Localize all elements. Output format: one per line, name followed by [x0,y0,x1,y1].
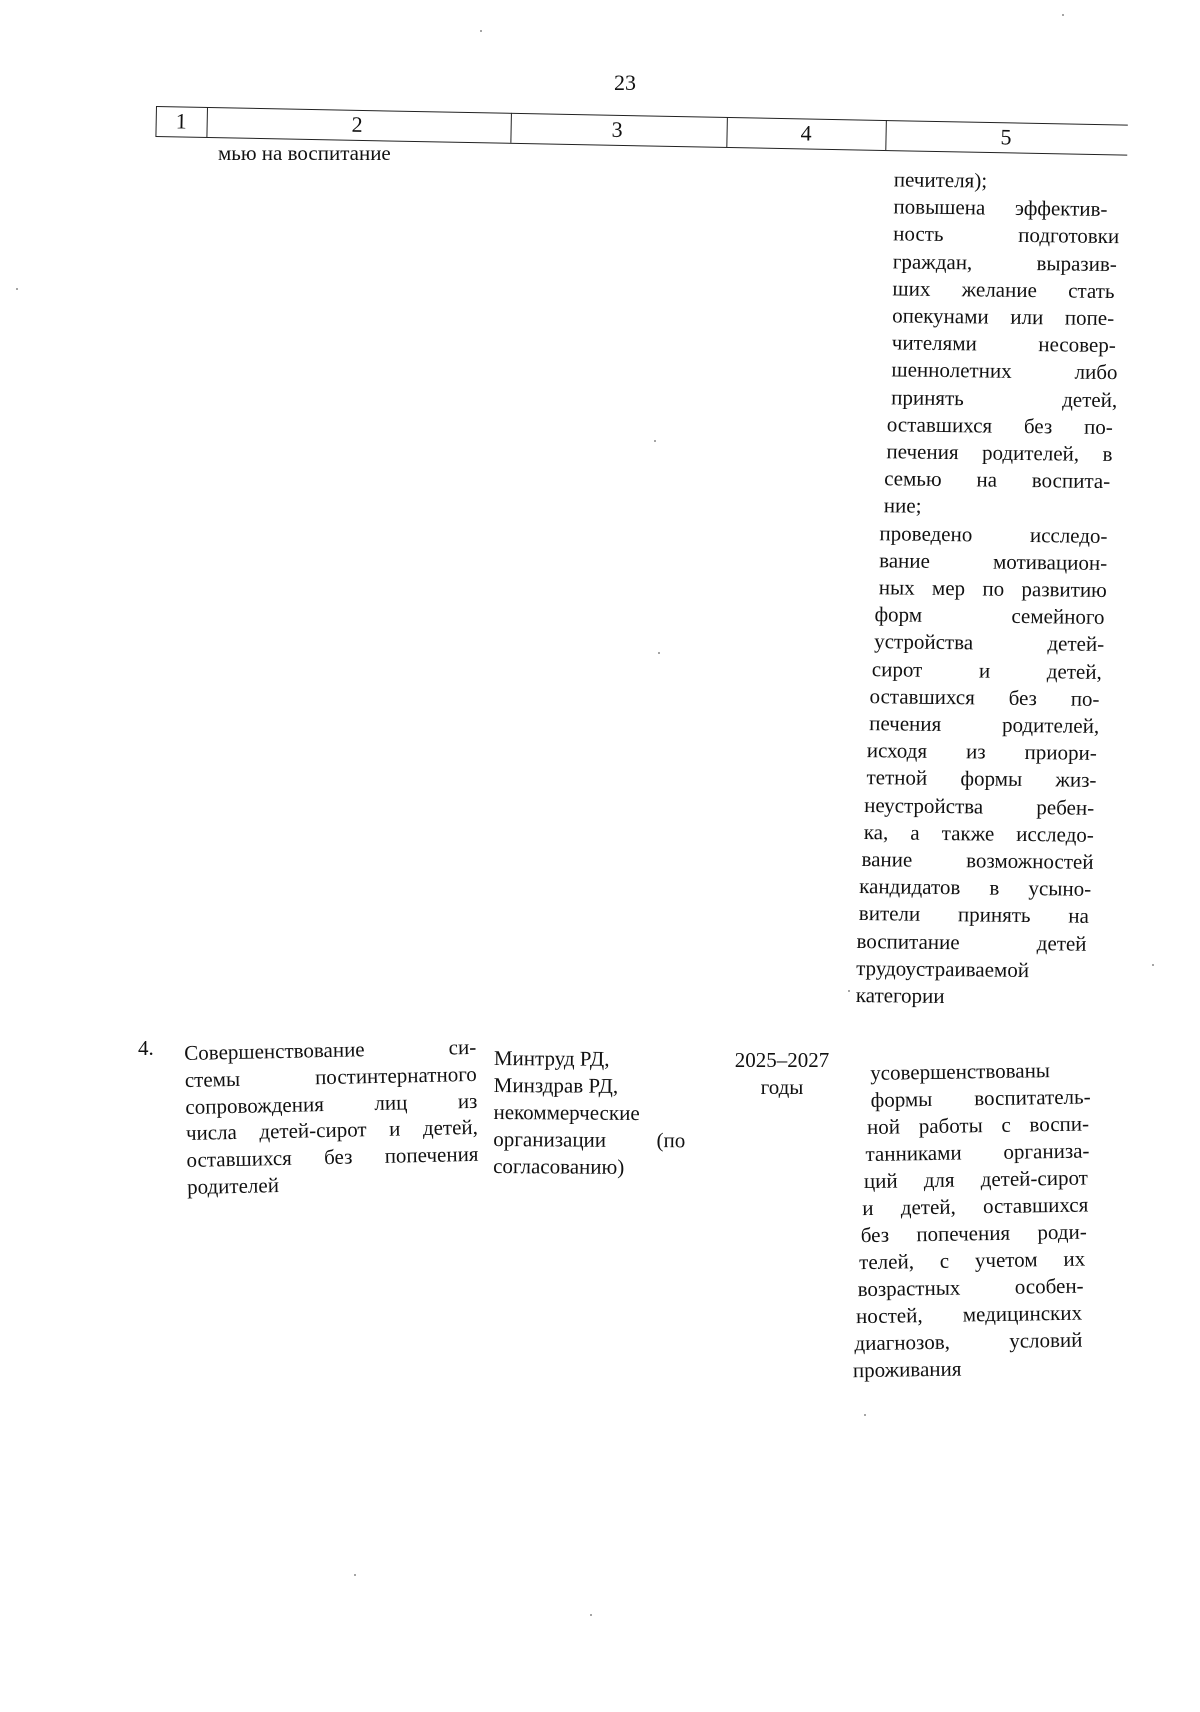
text-line: печения родителей, в [886,439,1113,467]
continued-col5-text [854,166,1120,1012]
header-col-3: 3 [611,116,623,142]
text-line: граждан, выразив- [892,248,1117,276]
scan-speck [1062,14,1064,16]
text-line: ка, а также исследо- [863,819,1094,847]
row4-col3-text [493,1045,686,1181]
text-line: числа детей-сирот и детей, [185,1115,479,1146]
text-line: организации (по [493,1126,686,1153]
text-line: проведено исследо- [879,520,1108,548]
scan-speck [848,990,850,992]
header-divider [155,106,157,136]
header-col-2: 2 [351,111,363,137]
text-line: стемы постинтернатного [184,1061,478,1092]
text-line: родителей [186,1173,280,1199]
text-line: телей, с учетом их [858,1246,1086,1275]
text-line: Минтруд РД, [493,1046,610,1071]
row-number: 4. [138,1036,154,1060]
text-line: без попечения роди- [860,1219,1087,1248]
scan-speck [480,30,482,32]
header-col-1: 1 [175,108,187,134]
scan-speck [1152,964,1154,966]
text-line: согласованию) [493,1153,625,1179]
text-line: годы [760,1075,804,1099]
scan-speck [864,1414,866,1416]
text-line: диагнозов, условий [854,1327,1083,1356]
header-divider [206,107,208,137]
text-line: оставшихся без по- [886,412,1113,439]
text-line: кандидатов в усыно- [859,874,1092,902]
page-number: 23 [614,70,636,95]
text-line: вание возможностей [861,847,1094,874]
text-line: исходя из приори- [866,738,1097,766]
header-divider [510,113,512,143]
text-line: форм семейного [874,602,1105,630]
text-line: категории [855,983,945,1009]
text-line: ность подготовки [893,221,1120,249]
text-line: печения родителей, [869,711,1100,738]
header-divider [726,117,728,147]
continued-col2-text: мью на воспитание [218,141,391,165]
scan-speck [354,1574,356,1576]
text-line: ностей, медицинских [855,1300,1083,1329]
text-line: трудоустраиваемой [856,955,1030,982]
text-line: опекунами или попе- [892,303,1115,331]
text-line: оставшихся без по- [869,683,1100,711]
text-line: семью на воспита- [884,466,1111,494]
text-line: сирот и детей, [871,656,1102,684]
text-line: принять детей, [891,384,1118,412]
scan-speck [590,1614,592,1616]
text-line: проживания [852,1356,962,1383]
header-col-4: 4 [800,120,812,146]
text-line: ших желание стать [892,276,1115,303]
text-line: формы воспитатель- [870,1084,1091,1112]
text-line: усовершенствованы [870,1058,1051,1085]
text-line: устройства детей- [874,629,1105,657]
text-line: ных мер по развитию [878,575,1107,603]
scan-speck [654,440,656,442]
text-line: чителями несовер- [891,330,1116,358]
text-line: ние; [883,493,922,519]
row4-col2-text [184,1034,479,1201]
row4-col4-text [722,1047,842,1101]
text-line: печителя); [893,167,988,193]
text-line: Совершенствование си- [184,1034,477,1065]
text-line: оставшихся без попечения [186,1142,479,1173]
text-line: Минздрав РД, [493,1072,619,1098]
text-line: тетной формы жиз- [866,765,1097,793]
text-line: ной работы с воспи- [866,1111,1090,1139]
text-line: возрастных особен- [857,1273,1084,1302]
text-line: вители принять на [858,901,1089,929]
scan-speck [658,652,660,654]
text-line: танниками организа- [865,1138,1090,1167]
text-line: 2025–2027 [734,1048,830,1072]
text-line: шеннолетних либо [891,357,1118,385]
text-line: повышена эффектив- [893,194,1108,222]
text-line: и детей, оставшихся [862,1192,1089,1221]
text-line: воспитание детей [856,928,1087,956]
text-line: некоммерческие [493,1099,640,1126]
text-line: неустройства ребен- [864,792,1095,820]
scan-speck [16,288,18,290]
header-top-border [156,106,1128,126]
text-line: вание мотивацион- [879,548,1108,575]
header-col-5: 5 [1000,124,1012,150]
row4-col5-text [852,1056,1095,1383]
text-line: сопровождения лиц из [185,1088,478,1119]
header-divider [885,120,887,150]
text-line: ций для детей-сирот [863,1165,1089,1194]
